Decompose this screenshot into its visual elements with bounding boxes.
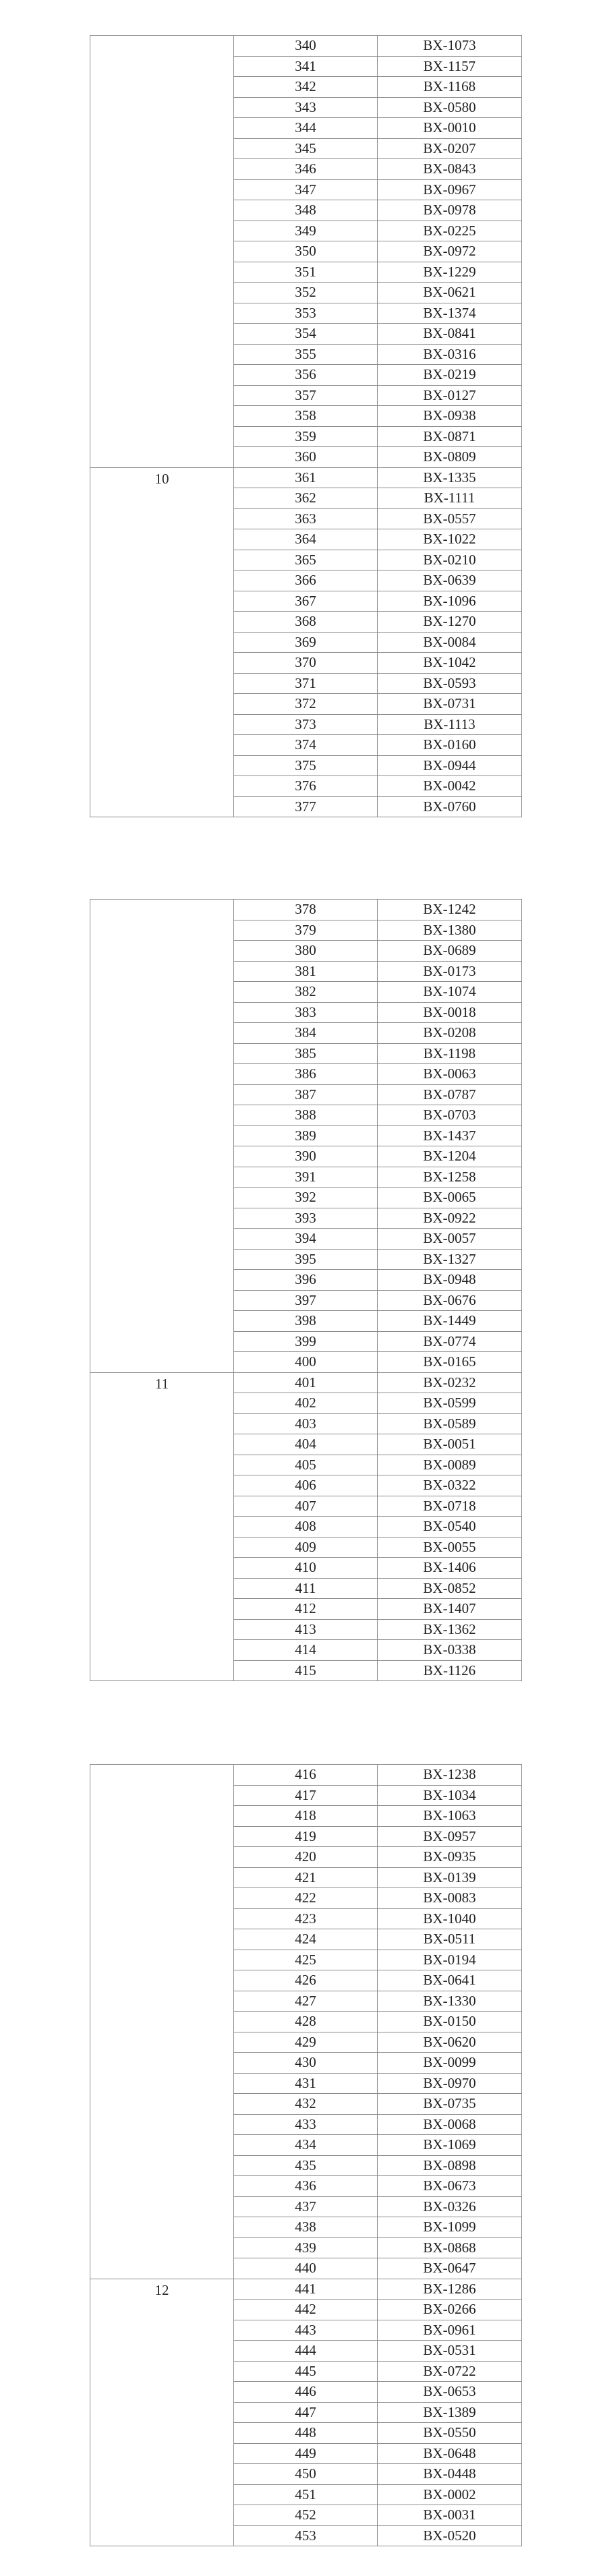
code-cell: BX-0550 xyxy=(378,2423,522,2444)
code-cell: BX-1099 xyxy=(378,2217,522,2238)
code-cell: BX-0232 xyxy=(378,1372,522,1393)
table-body xyxy=(90,900,522,1681)
code-cell: BX-0852 xyxy=(378,1578,522,1599)
sequence-number-cell: 386 xyxy=(234,1064,378,1085)
sequence-number-cell: 404 xyxy=(234,1434,378,1455)
code-cell: BX-1406 xyxy=(378,1558,522,1579)
sequence-number-cell: 382 xyxy=(234,982,378,1003)
code-cell: BX-1327 xyxy=(378,1249,522,1270)
code-cell: BX-0150 xyxy=(378,2012,522,2032)
table-row xyxy=(90,1372,522,1393)
code-cell: BX-0139 xyxy=(378,1867,522,1888)
sequence-number-cell: 356 xyxy=(234,365,378,386)
code-cell: BX-0010 xyxy=(378,118,522,139)
code-cell: BX-1389 xyxy=(378,2402,522,2423)
code-cell: BX-0843 xyxy=(378,159,522,180)
sequence-number-cell: 420 xyxy=(234,1847,378,1868)
code-cell: BX-0127 xyxy=(378,385,522,406)
sequence-number-cell: 346 xyxy=(234,159,378,180)
code-cell: BX-0063 xyxy=(378,1064,522,1085)
code-cell: BX-1330 xyxy=(378,1991,522,2012)
code-cell: BX-0018 xyxy=(378,1002,522,1023)
sequence-number-cell: 342 xyxy=(234,77,378,98)
sequence-number-cell: 372 xyxy=(234,694,378,715)
sequence-number-cell: 396 xyxy=(234,1270,378,1291)
code-cell: BX-1407 xyxy=(378,1599,522,1620)
code-cell: BX-0961 xyxy=(378,2320,522,2341)
sequence-number-cell: 402 xyxy=(234,1393,378,1414)
sequence-number-cell: 387 xyxy=(234,1084,378,1105)
code-cell: BX-0809 xyxy=(378,447,522,468)
table-row xyxy=(90,1765,522,1786)
code-cell: BX-0531 xyxy=(378,2341,522,2362)
code-cell: BX-0972 xyxy=(378,241,522,262)
code-cell: BX-0639 xyxy=(378,570,522,591)
sequence-number-cell: 430 xyxy=(234,2053,378,2074)
code-cell: BX-0520 xyxy=(378,2525,522,2546)
code-cell: BX-0219 xyxy=(378,365,522,386)
sequence-number-cell: 445 xyxy=(234,2361,378,2382)
code-cell: BX-0165 xyxy=(378,1352,522,1373)
sequence-number-cell: 385 xyxy=(234,1043,378,1064)
sequence-number-cell: 343 xyxy=(234,97,378,118)
sequence-number-cell: 417 xyxy=(234,1785,378,1806)
code-cell: BX-1238 xyxy=(378,1765,522,1786)
sequence-number-cell: 406 xyxy=(234,1475,378,1496)
code-cell: BX-0173 xyxy=(378,961,522,982)
code-cell: BX-0673 xyxy=(378,2176,522,2197)
sequence-number-cell: 421 xyxy=(234,1867,378,1888)
code-cell: BX-0760 xyxy=(378,796,522,817)
sequence-number-cell: 384 xyxy=(234,1023,378,1044)
code-cell: BX-1437 xyxy=(378,1125,522,1146)
code-cell: BX-0922 xyxy=(378,1208,522,1229)
sequence-number-cell: 374 xyxy=(234,735,378,756)
code-cell: BX-1040 xyxy=(378,1908,522,1929)
sequence-number-cell: 438 xyxy=(234,2217,378,2238)
code-cell: BX-0731 xyxy=(378,694,522,715)
sequence-number-cell: 429 xyxy=(234,2032,378,2053)
code-cell: BX-0326 xyxy=(378,2196,522,2217)
sequence-number-cell: 428 xyxy=(234,2012,378,2032)
code-cell: BX-0599 xyxy=(378,1393,522,1414)
code-cell: BX-0160 xyxy=(378,735,522,756)
code-cell: BX-1242 xyxy=(378,900,522,920)
sequence-number-cell: 433 xyxy=(234,2114,378,2135)
sequence-number-cell: 361 xyxy=(234,467,378,488)
sequence-number-cell: 442 xyxy=(234,2300,378,2320)
code-cell: BX-1198 xyxy=(378,1043,522,1064)
code-cell: BX-0338 xyxy=(378,1640,522,1661)
code-cell: BX-0978 xyxy=(378,200,522,221)
code-cell: BX-0322 xyxy=(378,1475,522,1496)
code-cell: BX-0099 xyxy=(378,2053,522,2074)
sequence-number-cell: 394 xyxy=(234,1229,378,1250)
group-number-cell: 10 xyxy=(90,467,234,817)
code-cell: BX-1034 xyxy=(378,1785,522,1806)
sequence-number-cell: 440 xyxy=(234,2258,378,2279)
code-cell: BX-0898 xyxy=(378,2155,522,2176)
code-cell: BX-1204 xyxy=(378,1146,522,1167)
sequence-number-cell: 435 xyxy=(234,2155,378,2176)
code-cell: BX-1096 xyxy=(378,591,522,612)
sequence-number-cell: 351 xyxy=(234,262,378,283)
code-cell: BX-0648 xyxy=(378,2443,522,2464)
sequence-number-cell: 418 xyxy=(234,1806,378,1827)
code-cell: BX-1063 xyxy=(378,1806,522,1827)
sequence-number-cell: 369 xyxy=(234,632,378,653)
sequence-number-cell: 340 xyxy=(234,36,378,57)
code-cell: BX-0511 xyxy=(378,1929,522,1950)
code-cell: BX-0970 xyxy=(378,2073,522,2094)
sequence-number-cell: 362 xyxy=(234,488,378,509)
code-cell: BX-0316 xyxy=(378,344,522,365)
sequence-number-cell: 360 xyxy=(234,447,378,468)
table-row xyxy=(90,2279,522,2300)
sequence-number-cell: 423 xyxy=(234,1908,378,1929)
code-cell: BX-0210 xyxy=(378,550,522,570)
code-cell: BX-0703 xyxy=(378,1105,522,1126)
code-cell: BX-0948 xyxy=(378,1270,522,1291)
code-cell: BX-0718 xyxy=(378,1496,522,1517)
code-cell: BX-0002 xyxy=(378,2484,522,2505)
code-cell: BX-1374 xyxy=(378,303,522,324)
code-cell: BX-0871 xyxy=(378,426,522,447)
sequence-number-cell: 452 xyxy=(234,2505,378,2526)
sequence-number-cell: 436 xyxy=(234,2176,378,2197)
sequence-number-cell: 448 xyxy=(234,2423,378,2444)
assignment-table-page-1 xyxy=(90,35,522,817)
sequence-number-cell: 419 xyxy=(234,1826,378,1847)
sequence-number-cell: 427 xyxy=(234,1991,378,2012)
sequence-number-cell: 450 xyxy=(234,2464,378,2485)
code-cell: BX-1270 xyxy=(378,612,522,633)
code-cell: BX-0689 xyxy=(378,941,522,962)
sequence-number-cell: 431 xyxy=(234,2073,378,2094)
sequence-number-cell: 375 xyxy=(234,755,378,776)
code-cell: BX-0042 xyxy=(378,776,522,797)
code-cell: BX-0967 xyxy=(378,179,522,200)
sequence-number-cell: 344 xyxy=(234,118,378,139)
code-cell: BX-0557 xyxy=(378,508,522,529)
code-cell: BX-0722 xyxy=(378,2361,522,2382)
code-cell: BX-1286 xyxy=(378,2279,522,2300)
sequence-number-cell: 383 xyxy=(234,1002,378,1023)
sequence-number-cell: 393 xyxy=(234,1208,378,1229)
code-cell: BX-1157 xyxy=(378,56,522,77)
code-cell: BX-0787 xyxy=(378,1084,522,1105)
sequence-number-cell: 397 xyxy=(234,1290,378,1311)
sequence-number-cell: 413 xyxy=(234,1619,378,1640)
sequence-number-cell: 388 xyxy=(234,1105,378,1126)
code-cell: BX-1069 xyxy=(378,2135,522,2156)
code-cell: BX-0676 xyxy=(378,1290,522,1311)
code-cell: BX-0540 xyxy=(378,1517,522,1538)
sequence-number-cell: 371 xyxy=(234,673,378,694)
sequence-number-cell: 414 xyxy=(234,1640,378,1661)
code-cell: BX-0653 xyxy=(378,2382,522,2403)
sequence-number-cell: 408 xyxy=(234,1517,378,1538)
sequence-number-cell: 410 xyxy=(234,1558,378,1579)
assignment-table-page-2 xyxy=(90,899,522,1681)
sequence-number-cell: 409 xyxy=(234,1537,378,1558)
sequence-number-cell: 363 xyxy=(234,508,378,529)
code-cell: BX-0957 xyxy=(378,1826,522,1847)
code-cell: BX-1113 xyxy=(378,714,522,735)
sequence-number-cell: 376 xyxy=(234,776,378,797)
code-cell: BX-0641 xyxy=(378,1970,522,1991)
sequence-number-cell: 378 xyxy=(234,900,378,920)
code-cell: BX-1362 xyxy=(378,1619,522,1640)
code-cell: BX-0207 xyxy=(378,138,522,159)
sequence-number-cell: 425 xyxy=(234,1950,378,1970)
code-cell: BX-1229 xyxy=(378,262,522,283)
code-cell: BX-0065 xyxy=(378,1188,522,1208)
sequence-number-cell: 349 xyxy=(234,221,378,241)
table-row xyxy=(90,900,522,920)
sequence-number-cell: 373 xyxy=(234,714,378,735)
sequence-number-cell: 451 xyxy=(234,2484,378,2505)
sequence-number-cell: 392 xyxy=(234,1188,378,1208)
code-cell: BX-0593 xyxy=(378,673,522,694)
code-cell: BX-1380 xyxy=(378,920,522,941)
sequence-number-cell: 415 xyxy=(234,1660,378,1681)
code-cell: BX-0735 xyxy=(378,2094,522,2115)
code-cell: BX-1042 xyxy=(378,653,522,674)
sequence-number-cell: 347 xyxy=(234,179,378,200)
sequence-number-cell: 390 xyxy=(234,1146,378,1167)
sequence-number-cell: 377 xyxy=(234,796,378,817)
sequence-number-cell: 379 xyxy=(234,920,378,941)
code-cell: BX-1335 xyxy=(378,467,522,488)
sequence-number-cell: 403 xyxy=(234,1413,378,1434)
sequence-number-cell: 341 xyxy=(234,56,378,77)
sequence-number-cell: 353 xyxy=(234,303,378,324)
sequence-number-cell: 358 xyxy=(234,406,378,427)
sequence-number-cell: 352 xyxy=(234,283,378,303)
code-cell: BX-1258 xyxy=(378,1167,522,1188)
sequence-number-cell: 380 xyxy=(234,941,378,962)
sequence-number-cell: 412 xyxy=(234,1599,378,1620)
code-cell: BX-0774 xyxy=(378,1331,522,1352)
code-cell: BX-0089 xyxy=(378,1455,522,1475)
sequence-number-cell: 391 xyxy=(234,1167,378,1188)
sequence-number-cell: 426 xyxy=(234,1970,378,1991)
code-cell: BX-0868 xyxy=(378,2237,522,2258)
assignment-table-page-3 xyxy=(90,1764,522,2546)
table-row xyxy=(90,467,522,488)
code-cell: BX-0841 xyxy=(378,324,522,345)
code-cell: BX-0194 xyxy=(378,1950,522,1970)
code-cell: BX-1168 xyxy=(378,77,522,98)
code-cell: BX-0083 xyxy=(378,1888,522,1909)
sequence-number-cell: 365 xyxy=(234,550,378,570)
group-number-cell xyxy=(90,1765,234,2279)
code-cell: BX-0208 xyxy=(378,1023,522,1044)
sequence-number-cell: 359 xyxy=(234,426,378,447)
sequence-number-cell: 422 xyxy=(234,1888,378,1909)
sequence-number-cell: 395 xyxy=(234,1249,378,1270)
sequence-number-cell: 400 xyxy=(234,1352,378,1373)
sequence-number-cell: 444 xyxy=(234,2341,378,2362)
sequence-number-cell: 401 xyxy=(234,1372,378,1393)
code-cell: BX-0225 xyxy=(378,221,522,241)
sequence-number-cell: 453 xyxy=(234,2525,378,2546)
sequence-number-cell: 364 xyxy=(234,529,378,550)
sequence-number-cell: 367 xyxy=(234,591,378,612)
sequence-number-cell: 407 xyxy=(234,1496,378,1517)
sequence-number-cell: 437 xyxy=(234,2196,378,2217)
sequence-number-cell: 399 xyxy=(234,1331,378,1352)
code-cell: BX-1449 xyxy=(378,1311,522,1332)
table-body xyxy=(90,36,522,817)
sequence-number-cell: 368 xyxy=(234,612,378,633)
code-cell: BX-0621 xyxy=(378,283,522,303)
sequence-number-cell: 449 xyxy=(234,2443,378,2464)
sequence-number-cell: 434 xyxy=(234,2135,378,2156)
code-cell: BX-1126 xyxy=(378,1660,522,1681)
sequence-number-cell: 366 xyxy=(234,570,378,591)
sequence-number-cell: 381 xyxy=(234,961,378,982)
code-cell: BX-0589 xyxy=(378,1413,522,1434)
sequence-number-cell: 447 xyxy=(234,2402,378,2423)
code-cell: BX-0944 xyxy=(378,755,522,776)
code-cell: BX-0448 xyxy=(378,2464,522,2485)
sequence-number-cell: 354 xyxy=(234,324,378,345)
sequence-number-cell: 350 xyxy=(234,241,378,262)
sequence-number-cell: 389 xyxy=(234,1125,378,1146)
code-cell: BX-0084 xyxy=(378,632,522,653)
code-cell: BX-0935 xyxy=(378,1847,522,1868)
sequence-number-cell: 370 xyxy=(234,653,378,674)
code-cell: BX-0051 xyxy=(378,1434,522,1455)
table-row xyxy=(90,36,522,57)
sequence-number-cell: 355 xyxy=(234,344,378,365)
sequence-number-cell: 416 xyxy=(234,1765,378,1786)
code-cell: BX-0266 xyxy=(378,2300,522,2320)
group-number-cell: 11 xyxy=(90,1372,234,1681)
code-cell: BX-1022 xyxy=(378,529,522,550)
code-cell: BX-0620 xyxy=(378,2032,522,2053)
sequence-number-cell: 357 xyxy=(234,385,378,406)
group-number-cell: 12 xyxy=(90,2279,234,2546)
group-number-cell xyxy=(90,900,234,1373)
code-cell: BX-1111 xyxy=(378,488,522,509)
code-cell: BX-0031 xyxy=(378,2505,522,2526)
sequence-number-cell: 345 xyxy=(234,138,378,159)
sequence-number-cell: 443 xyxy=(234,2320,378,2341)
sequence-number-cell: 446 xyxy=(234,2382,378,2403)
sequence-number-cell: 398 xyxy=(234,1311,378,1332)
sequence-number-cell: 348 xyxy=(234,200,378,221)
group-number-cell xyxy=(90,36,234,468)
sequence-number-cell: 439 xyxy=(234,2237,378,2258)
code-cell: BX-0580 xyxy=(378,97,522,118)
code-cell: BX-0647 xyxy=(378,2258,522,2279)
code-cell: BX-0055 xyxy=(378,1537,522,1558)
sequence-number-cell: 441 xyxy=(234,2279,378,2300)
sequence-number-cell: 405 xyxy=(234,1455,378,1475)
code-cell: BX-0068 xyxy=(378,2114,522,2135)
code-cell: BX-0938 xyxy=(378,406,522,427)
sequence-number-cell: 411 xyxy=(234,1578,378,1599)
code-cell: BX-1073 xyxy=(378,36,522,57)
table-body xyxy=(90,1765,522,2546)
sequence-number-cell: 432 xyxy=(234,2094,378,2115)
code-cell: BX-0057 xyxy=(378,1229,522,1250)
sequence-number-cell: 424 xyxy=(234,1929,378,1950)
code-cell: BX-1074 xyxy=(378,982,522,1003)
